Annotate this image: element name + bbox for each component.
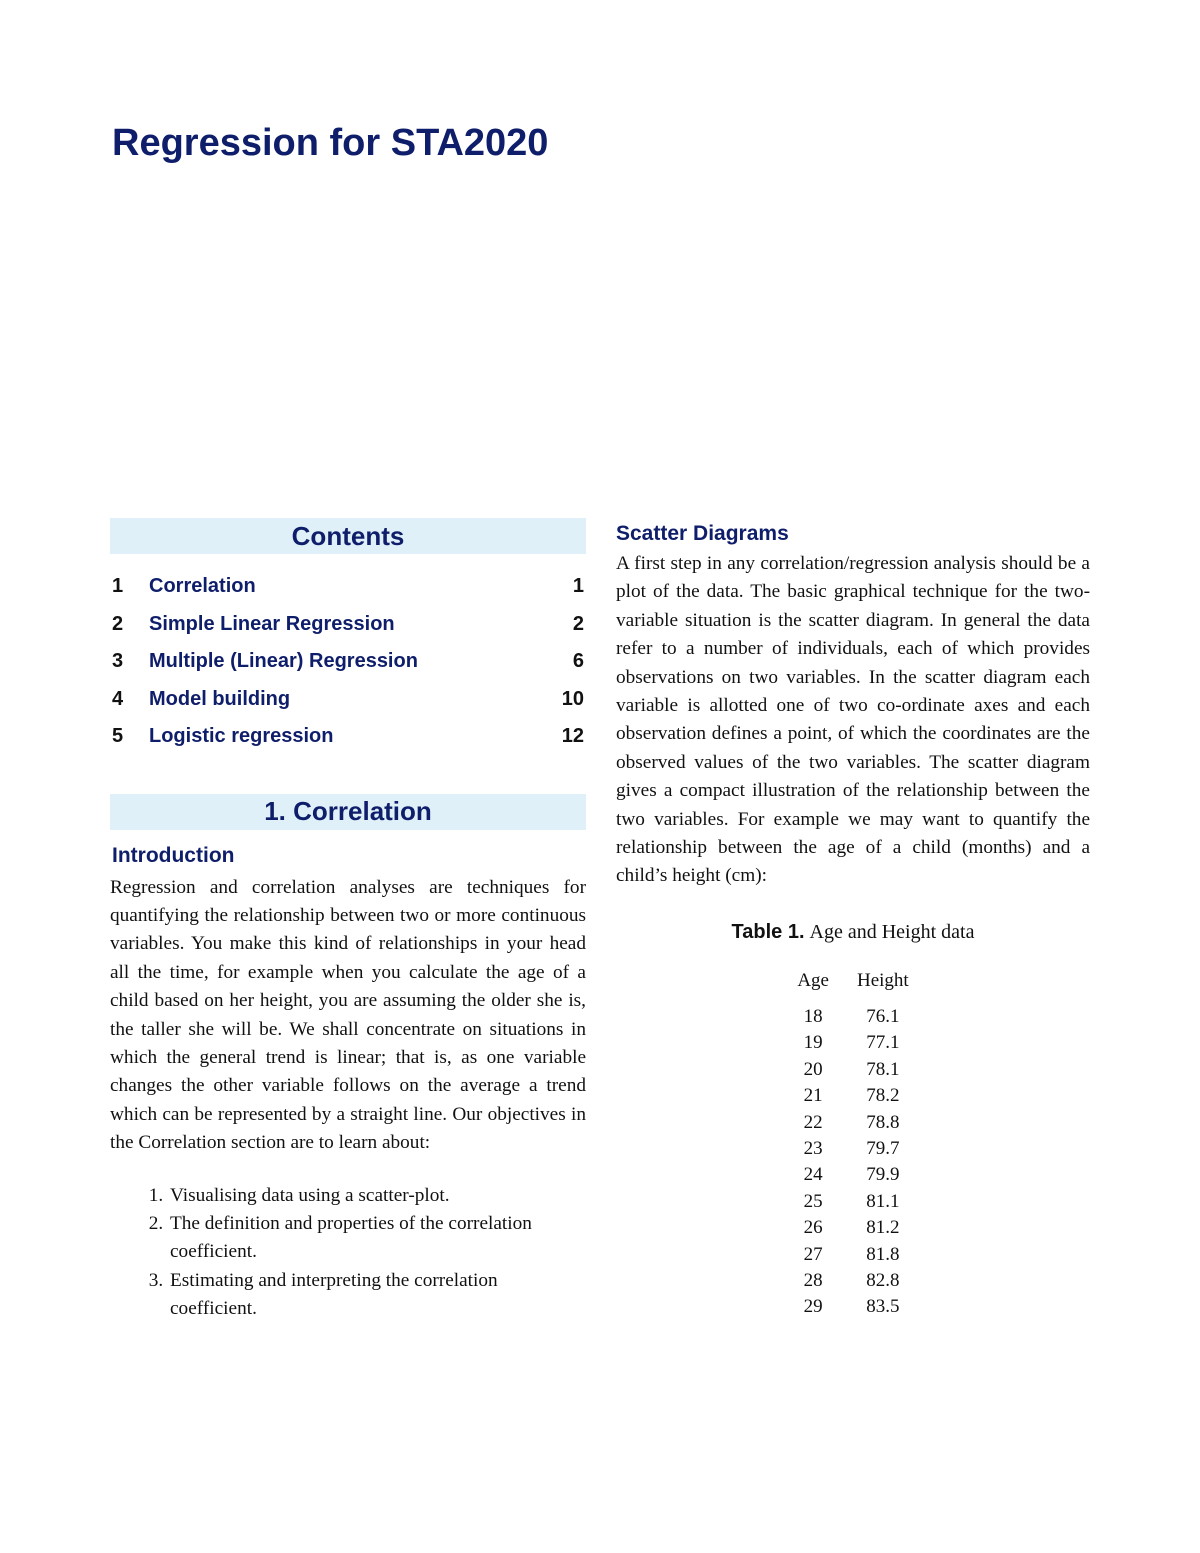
table-caption-text: Age and Height data bbox=[809, 920, 975, 943]
objectives-list bbox=[110, 1182, 586, 1324]
table-row bbox=[783, 1083, 922, 1109]
toc-item-link[interactable]: Logistic regression bbox=[149, 725, 334, 748]
table-caption bbox=[616, 921, 1090, 944]
table-cell-height: 78.8 bbox=[866, 1111, 900, 1133]
table-cell-age: 20 bbox=[803, 1058, 823, 1080]
table-row bbox=[783, 1057, 922, 1083]
table-cell-height: 82.8 bbox=[866, 1269, 900, 1291]
toc-item-number: 2 bbox=[112, 612, 124, 635]
table-header-height: Height bbox=[856, 969, 909, 991]
list-item: 2. The definition and properties of the correlation coefficient. bbox=[168, 1210, 586, 1267]
table-cell-age: 19 bbox=[803, 1032, 823, 1054]
toc-item-link[interactable]: Multiple (Linear) Regression bbox=[149, 650, 418, 673]
table-row bbox=[783, 1215, 922, 1241]
table-caption-label: Table 1. bbox=[731, 920, 805, 943]
toc-item-link[interactable]: Simple Linear Regression bbox=[149, 612, 395, 635]
toc-item-number: 5 bbox=[112, 725, 124, 748]
table-cell-height: 78.1 bbox=[866, 1058, 900, 1080]
table-body bbox=[783, 1004, 922, 1321]
table-cell-age: 25 bbox=[803, 1190, 823, 1212]
toc-item[interactable] bbox=[110, 643, 586, 681]
section-heading-correlation: 1. Correlation bbox=[110, 794, 586, 830]
table-cell-height: 79.7 bbox=[866, 1138, 900, 1160]
table-cell-height: 83.5 bbox=[866, 1296, 900, 1318]
toc-item-page: 1 bbox=[572, 575, 584, 598]
scatter-paragraph: A first step in any correlation/regression analysis should be a plot of the data. The basic graphical technique for the two-variable situation is the scatter diagram. In general the data refer to a number of individuals, each of which provides observations on two variables. In the scatter diagram each variable is allotted one of two co-ordinate axes and each observation defines a point, of which the coordinates are the observed values of the two variables. The scatter diagram gives a compact illustration of the relationship between the two variables. For example we may want to quantify the relationship between the age of a child (months) and a child’s height (cm): bbox=[616, 553, 1090, 887]
toc-item[interactable] bbox=[110, 568, 586, 606]
table-cell-height: 81.2 bbox=[866, 1217, 900, 1239]
table-cell-age: 18 bbox=[803, 1006, 823, 1028]
table-of-contents bbox=[110, 568, 586, 756]
table-cell-age: 26 bbox=[803, 1217, 823, 1239]
left-column bbox=[110, 518, 586, 1324]
table-row bbox=[783, 1030, 922, 1056]
list-item: 3. Estimating and interpreting the correlation coefficient. bbox=[168, 1267, 586, 1324]
scatter-diagrams-heading: Scatter Diagrams bbox=[616, 522, 789, 545]
introduction-heading: Introduction bbox=[112, 843, 235, 867]
table-cell-age: 29 bbox=[803, 1296, 823, 1318]
toc-item[interactable] bbox=[110, 606, 586, 644]
contents-heading: Contents bbox=[110, 518, 586, 554]
right-column bbox=[616, 518, 1090, 1321]
toc-item[interactable] bbox=[110, 718, 586, 756]
age-height-table bbox=[783, 970, 922, 1321]
toc-item-page: 6 bbox=[572, 650, 584, 673]
table-row bbox=[783, 1241, 922, 1267]
toc-item-number: 3 bbox=[112, 650, 124, 673]
table-cell-height: 81.8 bbox=[866, 1243, 900, 1265]
list-item: 1. Visualising data using a scatter-plot. bbox=[168, 1182, 586, 1210]
table-cell-height: 78.2 bbox=[866, 1085, 900, 1107]
toc-item-page: 10 bbox=[561, 687, 584, 710]
toc-item[interactable] bbox=[110, 681, 586, 719]
table-cell-age: 23 bbox=[803, 1138, 823, 1160]
table-row bbox=[783, 1268, 922, 1294]
toc-item-page: 12 bbox=[561, 725, 584, 748]
table-cell-age: 27 bbox=[803, 1243, 823, 1265]
table-row bbox=[783, 1004, 922, 1030]
introduction-paragraph: Regression and correlation analyses are techniques for quantifying the relationship between two or more continuous variables. You make this kind of relationships in your head all the time, for example when you calculate the age of a child based on her height, you are assuming the older she is, the taller she will be. We shall concentrate on situations in which the general trend is linear; that is, as one variable changes the other variable follows on the average a trend which can be represented by a straight line. Our objectives in the Correlation section are to learn about: bbox=[110, 876, 586, 1154]
table-cell-height: 79.9 bbox=[866, 1164, 900, 1186]
table-cell-age: 28 bbox=[803, 1269, 823, 1291]
table-cell-height: 77.1 bbox=[866, 1032, 900, 1054]
table-row bbox=[783, 1162, 922, 1188]
toc-item-link[interactable]: Model building bbox=[149, 687, 291, 710]
toc-item-link[interactable]: Correlation bbox=[149, 575, 256, 598]
document-title: Regression for STA2020 bbox=[112, 122, 549, 164]
table-cell-age: 21 bbox=[803, 1085, 823, 1107]
table-row bbox=[783, 1109, 922, 1135]
table-cell-age: 24 bbox=[803, 1164, 823, 1186]
toc-item-number: 4 bbox=[112, 687, 124, 710]
toc-item-page: 2 bbox=[572, 612, 584, 635]
table-cell-height: 76.1 bbox=[866, 1006, 900, 1028]
table-row bbox=[783, 1189, 922, 1215]
table-cell-age: 22 bbox=[803, 1111, 823, 1133]
table-row bbox=[783, 1136, 922, 1162]
table-cell-height: 81.1 bbox=[866, 1190, 900, 1212]
table-row bbox=[783, 1294, 922, 1320]
toc-item-number: 1 bbox=[112, 575, 124, 598]
table-header-age: Age bbox=[797, 969, 829, 991]
